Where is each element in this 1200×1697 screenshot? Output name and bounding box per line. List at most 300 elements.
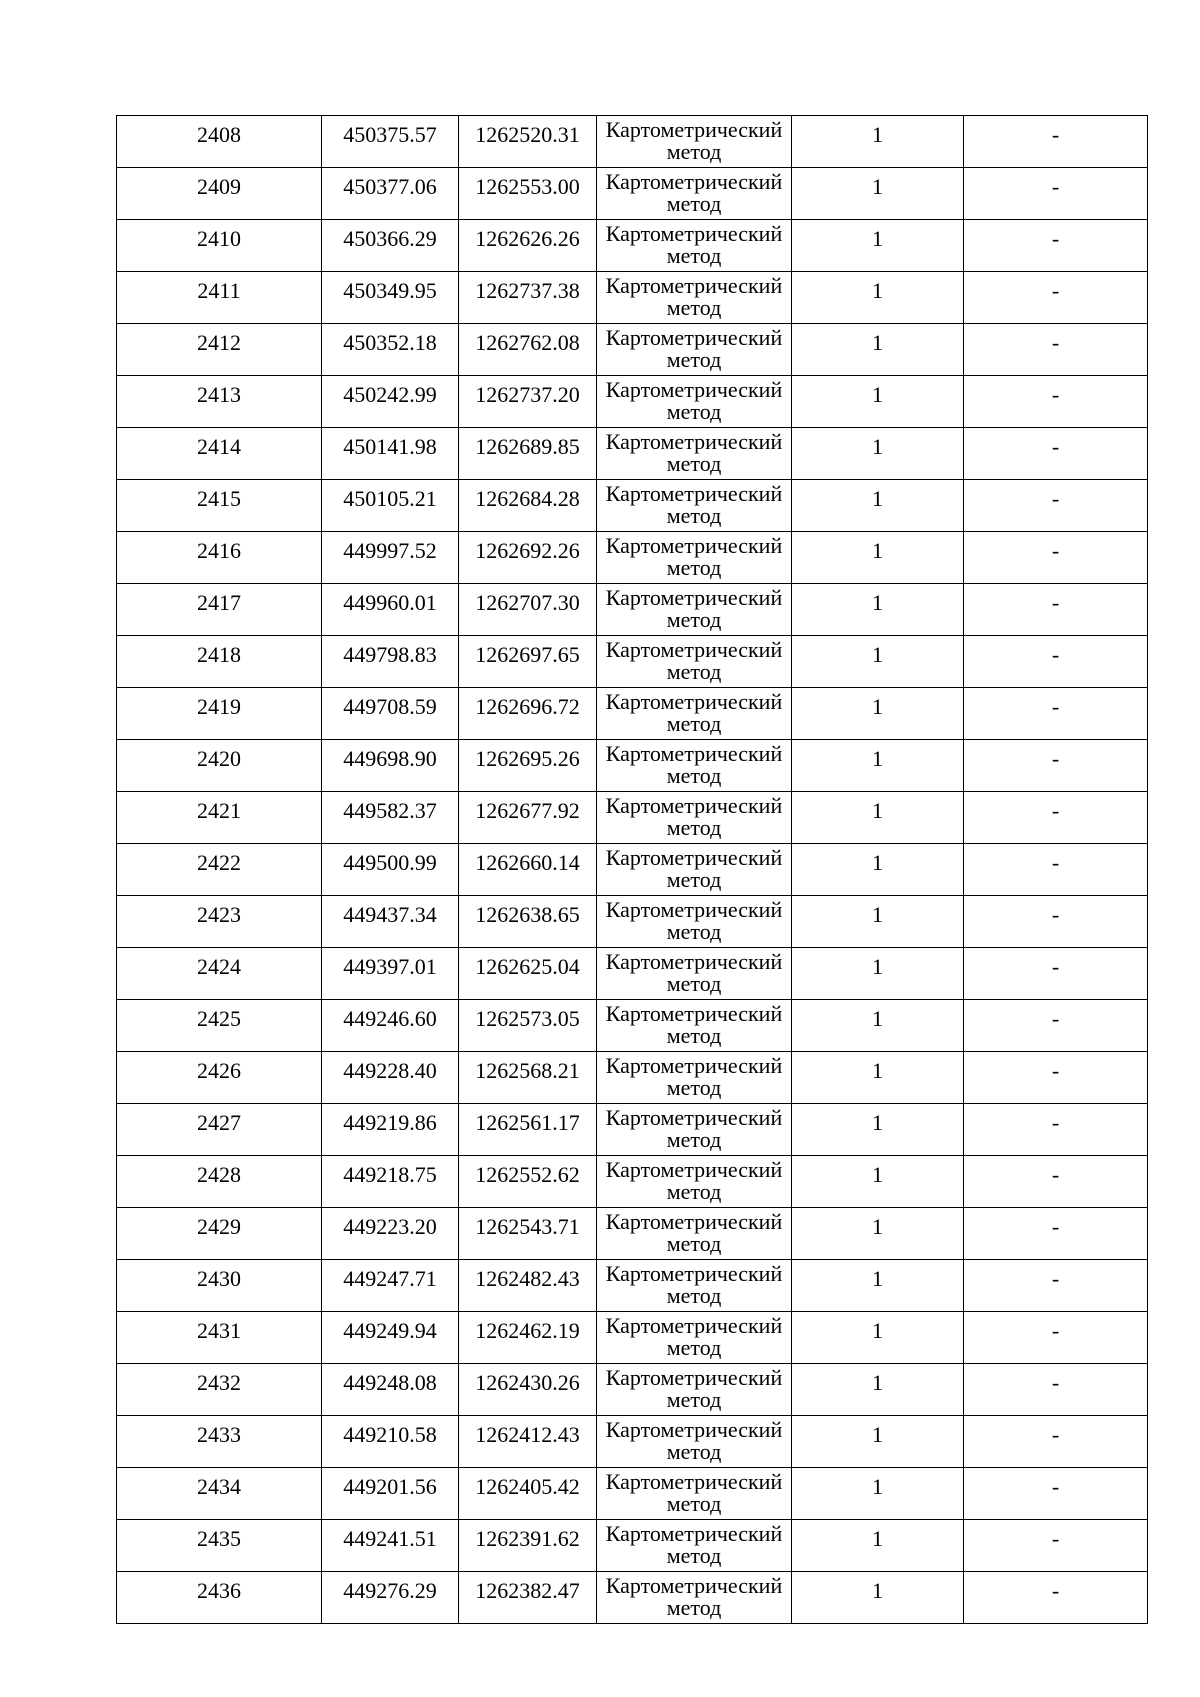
remark-value: - bbox=[1051, 1370, 1060, 1395]
method-text-line1: Картометрический bbox=[605, 481, 783, 506]
x-coordinate: 449276.29 bbox=[343, 1578, 437, 1603]
accuracy-value: 1 bbox=[872, 694, 883, 719]
method-text-line1: Картометрический bbox=[605, 221, 783, 246]
x-coordinate: 450377.06 bbox=[343, 174, 437, 199]
x-coordinate-cell bbox=[322, 844, 459, 896]
accuracy-value: 1 bbox=[872, 330, 883, 355]
point-number: 2434 bbox=[197, 1474, 241, 1499]
point-number: 2435 bbox=[197, 1526, 241, 1551]
y-coordinate-cell bbox=[459, 376, 597, 428]
method-text-line1: Картометрический bbox=[605, 1313, 783, 1338]
x-coordinate-cell bbox=[322, 1000, 459, 1052]
method-cell bbox=[597, 1572, 792, 1624]
remark-value: - bbox=[1051, 902, 1060, 927]
table-row bbox=[117, 1572, 1148, 1624]
method-text-line1: Картометрический bbox=[605, 845, 783, 870]
point-number: 2420 bbox=[197, 746, 241, 771]
y-coordinate-cell bbox=[459, 1052, 597, 1104]
x-coordinate: 450352.18 bbox=[343, 330, 437, 355]
y-coordinate-cell bbox=[459, 844, 597, 896]
point-number: 2414 bbox=[197, 434, 241, 459]
table-row bbox=[117, 844, 1148, 896]
remark-cell bbox=[964, 1572, 1148, 1624]
remark-cell bbox=[964, 896, 1148, 948]
accuracy-cell bbox=[792, 740, 964, 792]
accuracy-cell bbox=[792, 688, 964, 740]
y-coordinate: 1262689.85 bbox=[475, 434, 580, 459]
x-coordinate-cell bbox=[322, 792, 459, 844]
accuracy-value: 1 bbox=[872, 1422, 883, 1447]
point-number-cell bbox=[117, 1364, 322, 1416]
x-coordinate-cell bbox=[322, 584, 459, 636]
point-number-cell bbox=[117, 740, 322, 792]
table-row bbox=[117, 948, 1148, 1000]
point-number: 2409 bbox=[197, 174, 241, 199]
method-text-line2: метод bbox=[666, 349, 722, 371]
point-number: 2415 bbox=[197, 486, 241, 511]
x-coordinate-cell bbox=[322, 636, 459, 688]
table-row bbox=[117, 1364, 1148, 1416]
table-row bbox=[117, 272, 1148, 324]
remark-value: - bbox=[1051, 1578, 1060, 1603]
accuracy-value: 1 bbox=[872, 278, 883, 303]
accuracy-value: 1 bbox=[872, 1214, 883, 1239]
y-coordinate-cell bbox=[459, 948, 597, 1000]
accuracy-value: 1 bbox=[872, 174, 883, 199]
point-number-cell bbox=[117, 584, 322, 636]
table-row bbox=[117, 1416, 1148, 1468]
method-cell bbox=[597, 428, 792, 480]
x-coordinate-cell bbox=[322, 1468, 459, 1520]
method-text-line1: Картометрический bbox=[605, 949, 783, 974]
remark-cell bbox=[964, 584, 1148, 636]
table-row bbox=[117, 792, 1148, 844]
x-coordinate: 450105.21 bbox=[343, 486, 437, 511]
x-coordinate: 449228.40 bbox=[343, 1058, 437, 1083]
accuracy-cell bbox=[792, 1000, 964, 1052]
y-coordinate: 1262697.65 bbox=[475, 642, 580, 667]
remark-value: - bbox=[1051, 486, 1060, 511]
remark-cell bbox=[964, 1208, 1148, 1260]
method-cell bbox=[597, 116, 792, 168]
y-coordinate-cell bbox=[459, 428, 597, 480]
method-text-line2: метод bbox=[666, 713, 722, 735]
method-cell bbox=[597, 324, 792, 376]
accuracy-cell bbox=[792, 1052, 964, 1104]
y-coordinate-cell bbox=[459, 532, 597, 584]
y-coordinate: 1262660.14 bbox=[475, 850, 580, 875]
y-coordinate-cell bbox=[459, 1572, 597, 1624]
remark-value: - bbox=[1051, 642, 1060, 667]
method-cell bbox=[597, 792, 792, 844]
method-cell bbox=[597, 1208, 792, 1260]
table-row bbox=[117, 376, 1148, 428]
coordinates-table-body bbox=[117, 116, 1148, 1624]
method-text-line1: Картометрический bbox=[605, 1521, 783, 1546]
accuracy-cell bbox=[792, 1572, 964, 1624]
y-coordinate-cell bbox=[459, 1156, 597, 1208]
x-coordinate: 449248.08 bbox=[343, 1370, 437, 1395]
remark-value: - bbox=[1051, 954, 1060, 979]
point-number: 2410 bbox=[197, 226, 241, 251]
point-number: 2429 bbox=[197, 1214, 241, 1239]
remark-cell bbox=[964, 1364, 1148, 1416]
x-coordinate-cell bbox=[322, 1260, 459, 1312]
x-coordinate: 450375.57 bbox=[343, 122, 437, 147]
y-coordinate: 1262737.38 bbox=[475, 278, 580, 303]
x-coordinate: 449397.01 bbox=[343, 954, 437, 979]
accuracy-value: 1 bbox=[872, 746, 883, 771]
x-coordinate: 449708.59 bbox=[343, 694, 437, 719]
x-coordinate-cell bbox=[322, 324, 459, 376]
x-coordinate: 449247.71 bbox=[343, 1266, 437, 1291]
accuracy-cell bbox=[792, 532, 964, 584]
method-text-line1: Картометрический bbox=[605, 1469, 783, 1494]
method-cell bbox=[597, 1052, 792, 1104]
method-text-line2: метод bbox=[666, 661, 722, 683]
accuracy-value: 1 bbox=[872, 642, 883, 667]
x-coordinate: 450366.29 bbox=[343, 226, 437, 251]
method-text-line1: Картометрический bbox=[605, 793, 783, 818]
y-coordinate: 1262692.26 bbox=[475, 538, 580, 563]
point-number-cell bbox=[117, 1468, 322, 1520]
remark-cell bbox=[964, 1260, 1148, 1312]
method-text-line1: Картометрический bbox=[605, 1261, 783, 1286]
y-coordinate-cell bbox=[459, 272, 597, 324]
x-coordinate: 449500.99 bbox=[343, 850, 437, 875]
x-coordinate: 449210.58 bbox=[343, 1422, 437, 1447]
remark-cell bbox=[964, 1156, 1148, 1208]
table-row bbox=[117, 636, 1148, 688]
method-text-line1: Картометрический bbox=[605, 117, 783, 142]
accuracy-cell bbox=[792, 1208, 964, 1260]
method-text-line1: Картометрический bbox=[605, 637, 783, 662]
table-row bbox=[117, 480, 1148, 532]
x-coordinate-cell bbox=[322, 1156, 459, 1208]
y-coordinate-cell bbox=[459, 740, 597, 792]
point-number-cell bbox=[117, 1520, 322, 1572]
x-coordinate: 449218.75 bbox=[343, 1162, 437, 1187]
x-coordinate-cell bbox=[322, 1312, 459, 1364]
method-text-line2: метод bbox=[666, 1597, 722, 1619]
method-text-line1: Картометрический bbox=[605, 741, 783, 766]
remark-value: - bbox=[1051, 122, 1060, 147]
x-coordinate-cell bbox=[322, 1052, 459, 1104]
x-coordinate: 449246.60 bbox=[343, 1006, 437, 1031]
accuracy-value: 1 bbox=[872, 1578, 883, 1603]
x-coordinate-cell bbox=[322, 532, 459, 584]
point-number: 2436 bbox=[197, 1578, 241, 1603]
table-row bbox=[117, 1052, 1148, 1104]
method-cell bbox=[597, 1520, 792, 1572]
x-coordinate: 449219.86 bbox=[343, 1110, 437, 1135]
method-text-line1: Картометрический bbox=[605, 1417, 783, 1442]
method-cell bbox=[597, 220, 792, 272]
method-text-line2: метод bbox=[666, 505, 722, 527]
point-number-cell bbox=[117, 324, 322, 376]
point-number-cell bbox=[117, 636, 322, 688]
remark-value: - bbox=[1051, 590, 1060, 615]
y-coordinate-cell bbox=[459, 636, 597, 688]
point-number: 2431 bbox=[197, 1318, 241, 1343]
y-coordinate-cell bbox=[459, 1312, 597, 1364]
y-coordinate: 1262462.19 bbox=[475, 1318, 580, 1343]
method-text-line1: Картометрический bbox=[605, 1105, 783, 1130]
x-coordinate: 449698.90 bbox=[343, 746, 437, 771]
accuracy-cell bbox=[792, 1260, 964, 1312]
remark-value: - bbox=[1051, 1318, 1060, 1343]
x-coordinate-cell bbox=[322, 948, 459, 1000]
y-coordinate: 1262638.65 bbox=[475, 902, 580, 927]
point-number-cell bbox=[117, 480, 322, 532]
accuracy-value: 1 bbox=[872, 590, 883, 615]
x-coordinate-cell bbox=[322, 376, 459, 428]
method-text-line2: метод bbox=[666, 765, 722, 787]
remark-value: - bbox=[1051, 1214, 1060, 1239]
accuracy-cell bbox=[792, 1364, 964, 1416]
method-text-line2: метод bbox=[666, 921, 722, 943]
accuracy-value: 1 bbox=[872, 382, 883, 407]
method-cell bbox=[597, 1364, 792, 1416]
accuracy-value: 1 bbox=[872, 538, 883, 563]
remark-value: - bbox=[1051, 538, 1060, 563]
x-coordinate-cell bbox=[322, 688, 459, 740]
method-text-line2: метод bbox=[666, 193, 722, 215]
accuracy-value: 1 bbox=[872, 954, 883, 979]
y-coordinate-cell bbox=[459, 168, 597, 220]
table-row bbox=[117, 740, 1148, 792]
accuracy-value: 1 bbox=[872, 1474, 883, 1499]
method-text-line2: метод bbox=[666, 1285, 722, 1307]
x-coordinate-cell bbox=[322, 1520, 459, 1572]
point-number-cell bbox=[117, 1416, 322, 1468]
table-row bbox=[117, 1520, 1148, 1572]
method-text-line1: Картометрический bbox=[605, 273, 783, 298]
remark-value: - bbox=[1051, 694, 1060, 719]
accuracy-value: 1 bbox=[872, 1162, 883, 1187]
x-coordinate-cell bbox=[322, 1364, 459, 1416]
point-number-cell bbox=[117, 896, 322, 948]
point-number-cell bbox=[117, 948, 322, 1000]
point-number: 2427 bbox=[197, 1110, 241, 1135]
method-text-line2: метод bbox=[666, 609, 722, 631]
table-row bbox=[117, 1468, 1148, 1520]
method-cell bbox=[597, 844, 792, 896]
accuracy-cell bbox=[792, 376, 964, 428]
table-row bbox=[117, 220, 1148, 272]
point-number-cell bbox=[117, 220, 322, 272]
remark-value: - bbox=[1051, 1422, 1060, 1447]
table-row bbox=[117, 1208, 1148, 1260]
y-coordinate-cell bbox=[459, 116, 597, 168]
accuracy-cell bbox=[792, 1416, 964, 1468]
method-cell bbox=[597, 1000, 792, 1052]
y-coordinate: 1262573.05 bbox=[475, 1006, 580, 1031]
accuracy-cell bbox=[792, 324, 964, 376]
point-number-cell bbox=[117, 532, 322, 584]
remark-cell bbox=[964, 168, 1148, 220]
point-number: 2424 bbox=[197, 954, 241, 979]
point-number: 2422 bbox=[197, 850, 241, 875]
accuracy-cell bbox=[792, 1312, 964, 1364]
point-number: 2418 bbox=[197, 642, 241, 667]
point-number-cell bbox=[117, 1052, 322, 1104]
accuracy-value: 1 bbox=[872, 1058, 883, 1083]
point-number: 2408 bbox=[197, 122, 241, 147]
table-row bbox=[117, 584, 1148, 636]
remark-cell bbox=[964, 1312, 1148, 1364]
point-number-cell bbox=[117, 428, 322, 480]
remark-value: - bbox=[1051, 1526, 1060, 1551]
table-row bbox=[117, 896, 1148, 948]
accuracy-cell bbox=[792, 272, 964, 324]
remark-cell bbox=[964, 844, 1148, 896]
x-coordinate-cell bbox=[322, 272, 459, 324]
table-row bbox=[117, 1000, 1148, 1052]
point-number: 2426 bbox=[197, 1058, 241, 1083]
y-coordinate-cell bbox=[459, 1520, 597, 1572]
y-coordinate: 1262684.28 bbox=[475, 486, 580, 511]
coordinates-table bbox=[116, 115, 1148, 1624]
x-coordinate: 449249.94 bbox=[343, 1318, 437, 1343]
remark-cell bbox=[964, 1520, 1148, 1572]
method-cell bbox=[597, 272, 792, 324]
remark-cell bbox=[964, 948, 1148, 1000]
point-number: 2413 bbox=[197, 382, 241, 407]
y-coordinate: 1262707.30 bbox=[475, 590, 580, 615]
y-coordinate-cell bbox=[459, 1364, 597, 1416]
method-text-line2: метод bbox=[666, 1337, 722, 1359]
point-number: 2423 bbox=[197, 902, 241, 927]
y-coordinate-cell bbox=[459, 792, 597, 844]
accuracy-cell bbox=[792, 480, 964, 532]
point-number: 2432 bbox=[197, 1370, 241, 1395]
x-coordinate-cell bbox=[322, 1208, 459, 1260]
point-number: 2412 bbox=[197, 330, 241, 355]
method-text-line1: Картометрический bbox=[605, 1053, 783, 1078]
x-coordinate-cell bbox=[322, 740, 459, 792]
method-cell bbox=[597, 740, 792, 792]
y-coordinate: 1262552.62 bbox=[475, 1162, 580, 1187]
method-text-line1: Картометрический bbox=[605, 1365, 783, 1390]
method-cell bbox=[597, 896, 792, 948]
remark-value: - bbox=[1051, 1266, 1060, 1291]
y-coordinate-cell bbox=[459, 688, 597, 740]
remark-value: - bbox=[1051, 226, 1060, 251]
method-cell bbox=[597, 1260, 792, 1312]
accuracy-cell bbox=[792, 896, 964, 948]
point-number: 2428 bbox=[197, 1162, 241, 1187]
x-coordinate: 449201.56 bbox=[343, 1474, 437, 1499]
remark-value: - bbox=[1051, 434, 1060, 459]
accuracy-cell bbox=[792, 1156, 964, 1208]
accuracy-cell bbox=[792, 116, 964, 168]
remark-cell bbox=[964, 1416, 1148, 1468]
y-coordinate: 1262553.00 bbox=[475, 174, 580, 199]
remark-cell bbox=[964, 116, 1148, 168]
y-coordinate: 1262561.17 bbox=[475, 1110, 580, 1135]
point-number-cell bbox=[117, 792, 322, 844]
method-text-line2: метод bbox=[666, 1077, 722, 1099]
y-coordinate-cell bbox=[459, 584, 597, 636]
remark-cell bbox=[964, 740, 1148, 792]
remark-cell bbox=[964, 376, 1148, 428]
accuracy-value: 1 bbox=[872, 434, 883, 459]
x-coordinate: 450141.98 bbox=[343, 434, 437, 459]
accuracy-value: 1 bbox=[872, 122, 883, 147]
method-cell bbox=[597, 480, 792, 532]
point-number-cell bbox=[117, 1260, 322, 1312]
method-text-line1: Картометрический bbox=[605, 169, 783, 194]
x-coordinate-cell bbox=[322, 168, 459, 220]
y-coordinate: 1262695.26 bbox=[475, 746, 580, 771]
method-cell bbox=[597, 168, 792, 220]
table-row bbox=[117, 168, 1148, 220]
y-coordinate: 1262677.92 bbox=[475, 798, 580, 823]
y-coordinate-cell bbox=[459, 1416, 597, 1468]
method-text-line1: Картометрический bbox=[605, 533, 783, 558]
accuracy-value: 1 bbox=[872, 1266, 883, 1291]
point-number-cell bbox=[117, 272, 322, 324]
method-text-line1: Картометрический bbox=[605, 1001, 783, 1026]
point-number-cell bbox=[117, 844, 322, 896]
method-cell bbox=[597, 1468, 792, 1520]
remark-cell bbox=[964, 792, 1148, 844]
remark-cell bbox=[964, 1104, 1148, 1156]
method-text-line2: метод bbox=[666, 453, 722, 475]
method-text-line1: Картометрический bbox=[605, 689, 783, 714]
accuracy-cell bbox=[792, 948, 964, 1000]
table-row bbox=[117, 1260, 1148, 1312]
method-text-line2: метод bbox=[666, 1129, 722, 1151]
y-coordinate: 1262762.08 bbox=[475, 330, 580, 355]
table-row bbox=[117, 688, 1148, 740]
accuracy-value: 1 bbox=[872, 1006, 883, 1031]
accuracy-cell bbox=[792, 792, 964, 844]
accuracy-value: 1 bbox=[872, 1110, 883, 1135]
method-text-line2: метод bbox=[666, 1493, 722, 1515]
accuracy-cell bbox=[792, 584, 964, 636]
y-coordinate-cell bbox=[459, 1260, 597, 1312]
table-row bbox=[117, 428, 1148, 480]
x-coordinate: 449223.20 bbox=[343, 1214, 437, 1239]
x-coordinate-cell bbox=[322, 1572, 459, 1624]
method-cell bbox=[597, 532, 792, 584]
method-text-line2: метод bbox=[666, 1441, 722, 1463]
accuracy-cell bbox=[792, 428, 964, 480]
remark-cell bbox=[964, 1052, 1148, 1104]
point-number: 2421 bbox=[197, 798, 241, 823]
y-coordinate: 1262405.42 bbox=[475, 1474, 580, 1499]
accuracy-value: 1 bbox=[872, 1370, 883, 1395]
x-coordinate-cell bbox=[322, 1416, 459, 1468]
point-number: 2417 bbox=[197, 590, 241, 615]
remark-value: - bbox=[1051, 850, 1060, 875]
point-number-cell bbox=[117, 688, 322, 740]
method-text-line2: метод bbox=[666, 817, 722, 839]
table-row bbox=[117, 116, 1148, 168]
accuracy-cell bbox=[792, 1520, 964, 1572]
accuracy-value: 1 bbox=[872, 798, 883, 823]
y-coordinate-cell bbox=[459, 220, 597, 272]
accuracy-value: 1 bbox=[872, 850, 883, 875]
method-text-line2: метод bbox=[666, 557, 722, 579]
method-text-line2: метод bbox=[666, 297, 722, 319]
accuracy-cell bbox=[792, 1104, 964, 1156]
remark-value: - bbox=[1051, 174, 1060, 199]
y-coordinate: 1262696.72 bbox=[475, 694, 580, 719]
accuracy-cell bbox=[792, 844, 964, 896]
